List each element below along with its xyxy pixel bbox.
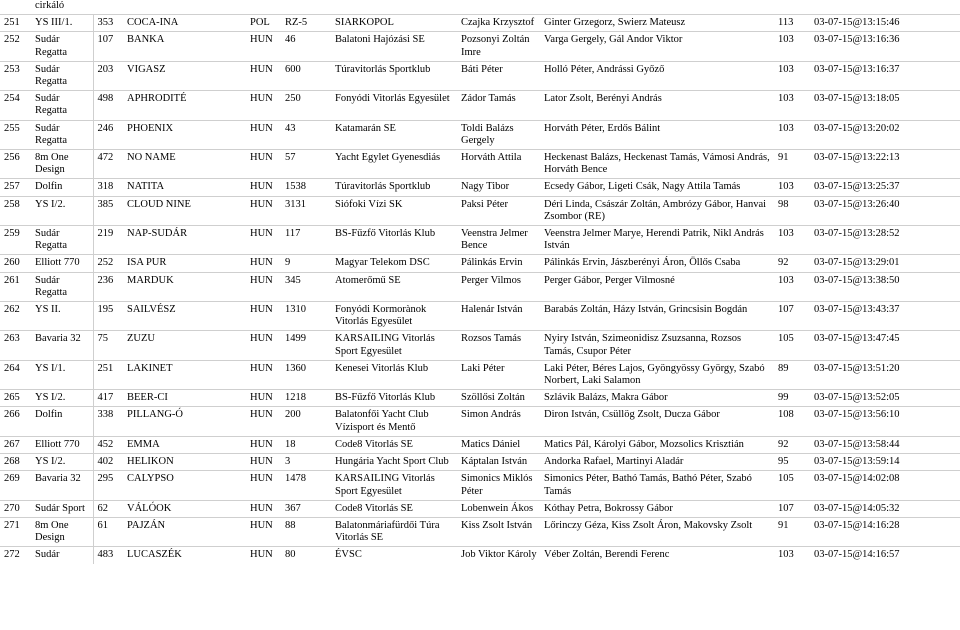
boat-class-cell: Sudár Sport [31,500,93,517]
crew-cell: Kóthay Petra, Bokrossy Gábor [540,500,774,517]
finish-time-cell: 03-07-15@13:22:13 [810,150,960,179]
club-number-cell: 43 [281,120,331,149]
nation-cell: HUN [246,500,281,517]
yardstick-cell: 91 [774,517,810,546]
nation-cell: HUN [246,226,281,255]
club-cell: Balatoni Hajózási SE [331,32,457,61]
yardstick-cell: 103 [774,272,810,301]
nation-cell: HUN [246,196,281,225]
finish-time-cell: 03-07-15@13:43:37 [810,302,960,331]
club-number-cell: 367 [281,500,331,517]
sail-number-cell: 353 [93,15,123,32]
finish-time-cell: 03-07-15@13:59:14 [810,454,960,471]
crew-cell: Ecsedy Gábor, Ligeti Csák, Nagy Attila Tamás [540,179,774,196]
boat-class-cell: YS III/1. [31,15,93,32]
boat-class-cell: Elliott 770 [31,436,93,453]
rank-cell: 262 [0,302,31,331]
finish-time-cell: 03-07-15@14:05:32 [810,500,960,517]
skipper-cell: Lobenwein Ákos [457,500,540,517]
nation-cell: HUN [246,61,281,90]
club-cell: BS-Fűzfő Vitorlás Klub [331,226,457,255]
crew-cell: Perger Gábor, Perger Vilmosné [540,272,774,301]
finish-time-cell: 03-07-15@13:16:37 [810,61,960,90]
yardstick-cell: 89 [774,360,810,389]
nation-cell: HUN [246,454,281,471]
club-number-cell: 345 [281,272,331,301]
rank-cell: 270 [0,500,31,517]
rank-cell: 259 [0,226,31,255]
club-number-cell: 1499 [281,331,331,360]
finish-time-cell: 03-07-15@13:15:46 [810,15,960,32]
nation-cell: HUN [246,407,281,436]
sail-number-cell: 252 [93,255,123,272]
finish-time-cell: 03-07-15@14:16:57 [810,547,960,564]
finish-time-cell: 03-07-15@13:52:05 [810,390,960,407]
boat-class-cell: Dolfin [31,179,93,196]
sail-number-cell: 251 [93,360,123,389]
crew-cell: Lator Zsolt, Berényi András [540,91,774,120]
table-row [0,150,960,179]
yardstick-cell: 99 [774,390,810,407]
nation-cell: HUN [246,517,281,546]
boat-name-cell: VÁLÓOK [123,500,246,517]
crew-cell: Veenstra Jelmer Marye, Herendi Patrik, Nikl András István [540,226,774,255]
table-row [0,61,960,90]
rank-cell: 258 [0,196,31,225]
table-row [0,500,960,517]
skipper-cell: Kiss Zsolt István [457,517,540,546]
nation-cell: HUN [246,272,281,301]
table-row-fragment [0,0,960,15]
finish-time-cell: 03-07-15@13:18:05 [810,91,960,120]
table-row [0,454,960,471]
nation-cell: POL [246,15,281,32]
rank-cell: 268 [0,454,31,471]
sail-number-cell: 236 [93,272,123,301]
boat-name-cell: EMMA [123,436,246,453]
table-row [0,272,960,301]
club-cell: Yacht Egylet Gyenesdiás [331,150,457,179]
yardstick-cell: 92 [774,255,810,272]
club-cell: Fonyódi Kormorànok Vitorlás Egyesület [331,302,457,331]
club-cell: Code8 Vitorlás SE [331,436,457,453]
crew-cell: Matics Pál, Károlyi Gábor, Mozsolics Krisztián [540,436,774,453]
boat-name-cell: PILLANG-Ó [123,407,246,436]
table-row [0,32,960,61]
boat-name-cell: HELIKON [123,454,246,471]
sail-number-cell: 195 [93,302,123,331]
boat-class-cell: 8m One Design [31,150,93,179]
club-cell: Balatonmáriafürdői Túra Vitorlás SE [331,517,457,546]
club-cell: Code8 Vitorlás SE [331,500,457,517]
rank-cell: 260 [0,255,31,272]
skipper-cell: Simonics Miklós Péter [457,471,540,500]
crew-cell: Nyiry István, Szimeonidisz Zsuzsanna, Rozsos Tamás, Csupor Péter [540,331,774,360]
crew-cell: Szlávik Balázs, Makra Gábor [540,390,774,407]
crew-cell: Holló Péter, Andrássi Győző [540,61,774,90]
sail-number-cell: 417 [93,390,123,407]
club-number-cell: 3 [281,454,331,471]
club-number-cell: 80 [281,547,331,564]
skipper-cell: Job Viktor Károly [457,547,540,564]
skipper-cell: Simon András [457,407,540,436]
boat-class-cell: Sudár Regatta [31,272,93,301]
skipper-cell: Nagy Tibor [457,179,540,196]
crew-cell: Pálinkás Ervin, Jászberényi Áron, Öllős Csaba [540,255,774,272]
table-row [0,436,960,453]
yardstick-cell: 103 [774,61,810,90]
table-row [0,179,960,196]
sail-number-cell: 472 [93,150,123,179]
skipper-cell: Halenár István [457,302,540,331]
skipper-cell: Perger Vilmos [457,272,540,301]
rank-cell: 265 [0,390,31,407]
finish-time-cell: 03-07-15@13:28:52 [810,226,960,255]
yardstick-cell: 108 [774,407,810,436]
sail-number-cell: 62 [93,500,123,517]
crew-cell: Horváth Péter, Erdős Bálint [540,120,774,149]
finish-time-cell: 03-07-15@14:02:08 [810,471,960,500]
boat-class-cell: YS II. [31,302,93,331]
finish-time-cell: 03-07-15@13:20:02 [810,120,960,149]
boat-class-cell: Bavaria 32 [31,471,93,500]
club-number-cell: 57 [281,150,331,179]
boat-class-cell: Bavaria 32 [31,331,93,360]
club-cell: Atomerőmű SE [331,272,457,301]
club-number-cell: 117 [281,226,331,255]
boat-name-cell: ISA PUR [123,255,246,272]
yardstick-cell: 103 [774,32,810,61]
club-number-cell: 18 [281,436,331,453]
table-row [0,15,960,32]
boat-name-cell: LUCASZÉK [123,547,246,564]
crew-cell: Barabás Zoltán, Házy István, Grincsisin Bogdán [540,302,774,331]
table-row [0,196,960,225]
finish-time-cell: 03-07-15@13:38:50 [810,272,960,301]
rank-cell: 253 [0,61,31,90]
skipper-cell: Paksi Péter [457,196,540,225]
nation-cell: HUN [246,390,281,407]
club-cell: Siófoki Vízi SK [331,196,457,225]
finish-time-cell: 03-07-15@13:26:40 [810,196,960,225]
boat-class-cell: YS I/2. [31,390,93,407]
skipper-cell: Laki Péter [457,360,540,389]
nation-cell: HUN [246,331,281,360]
boat-name-cell: NATITA [123,179,246,196]
sail-number-cell: 219 [93,226,123,255]
club-number-cell: 3131 [281,196,331,225]
boat-name-cell: CALYPSO [123,471,246,500]
crew-cell: Simonics Péter, Bathó Tamás, Bathó Péter, Szabó Tamás [540,471,774,500]
sail-number-cell: 246 [93,120,123,149]
boat-name-cell: BANKA [123,32,246,61]
rank-cell: 267 [0,436,31,453]
boat-class-cell: Sudár Regatta [31,61,93,90]
table-row [0,302,960,331]
skipper-cell: Zádor Tamás [457,91,540,120]
finish-time-cell: 03-07-15@13:47:45 [810,331,960,360]
finish-time-cell: 03-07-15@13:58:44 [810,436,960,453]
skipper-cell: Veenstra Jelmer Bence [457,226,540,255]
sail-number-cell: 61 [93,517,123,546]
club-number-cell: 600 [281,61,331,90]
yardstick-cell: 95 [774,454,810,471]
rank-cell: 266 [0,407,31,436]
boat-name-cell: BEER-CI [123,390,246,407]
club-cell: SIARKOPOL [331,15,457,32]
club-number-cell: 1360 [281,360,331,389]
yardstick-cell: 103 [774,91,810,120]
table-row [0,331,960,360]
skipper-cell: Horváth Attila [457,150,540,179]
boat-name-cell: COCA-INA [123,15,246,32]
table-row [0,517,960,546]
rank-cell: 255 [0,120,31,149]
table-row [0,255,960,272]
crew-cell: Heckenast Balázs, Heckenast Tamás, Vámosi András, Horváth Bence [540,150,774,179]
rank-cell: 254 [0,91,31,120]
club-number-cell: RZ-5 [281,15,331,32]
yardstick-cell: 103 [774,179,810,196]
club-cell: BS-Fűzfő Vitorlás Klub [331,390,457,407]
club-cell: Katamarán SE [331,120,457,149]
yardstick-cell: 103 [774,120,810,149]
skipper-cell: Pozsonyi Zoltán Imre [457,32,540,61]
crew-cell: Laki Péter, Béres Lajos, Gyöngyössy György, Szabó Norbert, Laki Salamon [540,360,774,389]
rank-cell: 261 [0,272,31,301]
club-cell: KARSAILING Vitorlás Sport Egyesület [331,471,457,500]
crew-cell: Déri Linda, Császár Zoltán, Ambrózy Gábor, Hanvai Zsombor (RE) [540,196,774,225]
rank-cell: 269 [0,471,31,500]
boat-name-cell: PAJZÁN [123,517,246,546]
nation-cell: HUN [246,547,281,564]
sail-number-cell: 338 [93,407,123,436]
boat-name-cell: NAP-SUDÁR [123,226,246,255]
table-row [0,407,960,436]
rank-cell: 271 [0,517,31,546]
yardstick-cell: 92 [774,436,810,453]
boat-class-cell: YS I/2. [31,196,93,225]
table-row [0,91,960,120]
crew-cell: Andorka Rafael, Martinyi Aladár [540,454,774,471]
sail-number-cell: 295 [93,471,123,500]
sail-number-cell: 402 [93,454,123,471]
skipper-cell: Szöllősi Zoltán [457,390,540,407]
yardstick-cell: 107 [774,302,810,331]
club-cell: Túravitorlás Sportklub [331,179,457,196]
boat-class-cell: Elliott 770 [31,255,93,272]
crew-cell: Ginter Grzegorz, Swierz Mateusz [540,15,774,32]
table-row [0,360,960,389]
club-number-cell: 88 [281,517,331,546]
boat-class-cell: YS I/2. [31,454,93,471]
sail-number-cell: 75 [93,331,123,360]
skipper-cell: Matics Dániel [457,436,540,453]
boat-class-cell: Sudár Regatta [31,120,93,149]
crew-cell: Diron István, Csüllög Zsolt, Ducza Gábor [540,407,774,436]
skipper-cell: Toldi Balázs Gergely [457,120,540,149]
rank-cell: 252 [0,32,31,61]
finish-time-cell: 03-07-15@13:56:10 [810,407,960,436]
boat-class-cell: Sudár Regatta [31,91,93,120]
boat-name-cell: PHOENIX [123,120,246,149]
boat-class-cell: YS I/1. [31,360,93,389]
boat-class-cell: Dolfin [31,407,93,436]
yardstick-cell: 113 [774,15,810,32]
skipper-cell: Czajka Krzysztof [457,15,540,32]
sail-number-cell: 498 [93,91,123,120]
table-row [0,547,960,564]
nation-cell: HUN [246,150,281,179]
boat-name-cell: LAKINET [123,360,246,389]
yardstick-cell: 105 [774,331,810,360]
sail-number-cell: 385 [93,196,123,225]
rank-cell: 272 [0,547,31,564]
rank-cell: 256 [0,150,31,179]
boat-class-cell: Sudár [31,547,93,564]
club-cell: Kenesei Vitorlás Klub [331,360,457,389]
table-row [0,120,960,149]
boat-class-cell: Sudár Regatta [31,226,93,255]
crew-cell: Lőrinczy Géza, Kiss Zsolt Áron, Makovsky Zsolt [540,517,774,546]
club-cell: Fonyódi Vitorlás Egyesület [331,91,457,120]
nation-cell: HUN [246,32,281,61]
club-cell: Hungária Yacht Sport Club [331,454,457,471]
club-cell: KARSAILING Vitorlás Sport Egyesület [331,331,457,360]
finish-time-cell: 03-07-15@13:16:36 [810,32,960,61]
nation-cell: HUN [246,471,281,500]
boat-name-cell: ZUZU [123,331,246,360]
sail-number-cell: 318 [93,179,123,196]
nation-cell: HUN [246,120,281,149]
rank-cell: 257 [0,179,31,196]
club-number-cell: 200 [281,407,331,436]
club-number-cell: 1310 [281,302,331,331]
club-cell: ÉVSC [331,547,457,564]
boat-class-cell: Sudár Regatta [31,32,93,61]
nation-cell: HUN [246,179,281,196]
club-cell: Balatonfői Yacht Club Vízisport és Mentő [331,407,457,436]
skipper-cell: Báti Péter [457,61,540,90]
rank-cell: 263 [0,331,31,360]
rank-cell: 251 [0,15,31,32]
rank-cell: 264 [0,360,31,389]
sail-number-cell: 107 [93,32,123,61]
nation-cell: HUN [246,302,281,331]
club-number-cell: 250 [281,91,331,120]
boat-class-cell: 8m One Design [31,517,93,546]
table-row [0,226,960,255]
boat-name-cell: SAILVÉSZ [123,302,246,331]
table-row [0,390,960,407]
boat-name-cell: VIGASZ [123,61,246,90]
yardstick-cell: 107 [774,500,810,517]
club-number-cell: 1538 [281,179,331,196]
yardstick-cell: 103 [774,226,810,255]
nation-cell: HUN [246,436,281,453]
boat-name-cell: NO NAME [123,150,246,179]
nation-cell: HUN [246,255,281,272]
finish-time-cell: 03-07-15@13:29:01 [810,255,960,272]
skipper-cell: Káptalan István [457,454,540,471]
sail-number-cell: 483 [93,547,123,564]
yardstick-cell: 103 [774,547,810,564]
club-number-cell: 9 [281,255,331,272]
table-row [0,471,960,500]
finish-time-cell: 03-07-15@13:51:20 [810,360,960,389]
boat-name-cell: CLOUD NINE [123,196,246,225]
sail-number-cell: 452 [93,436,123,453]
boat-type-fragment: cirkáló [31,0,960,15]
finish-time-cell: 03-07-15@14:16:28 [810,517,960,546]
club-number-cell: 1478 [281,471,331,500]
crew-cell: Véber Zoltán, Berendi Ferenc [540,547,774,564]
club-cell: Magyar Telekom DSC [331,255,457,272]
boat-name-cell: MARDUK [123,272,246,301]
boat-name-cell: APHRODITÉ [123,91,246,120]
crew-cell: Varga Gergely, Gál Andor Viktor [540,32,774,61]
finish-time-cell: 03-07-15@13:25:37 [810,179,960,196]
skipper-cell: Pálinkás Ervin [457,255,540,272]
sail-number-cell: 203 [93,61,123,90]
yardstick-cell: 91 [774,150,810,179]
skipper-cell: Rozsos Tamás [457,331,540,360]
yardstick-cell: 98 [774,196,810,225]
club-cell: Túravitorlás Sportklub [331,61,457,90]
nation-cell: HUN [246,91,281,120]
club-number-cell: 1218 [281,390,331,407]
nation-cell: HUN [246,360,281,389]
yardstick-cell: 105 [774,471,810,500]
club-number-cell: 46 [281,32,331,61]
